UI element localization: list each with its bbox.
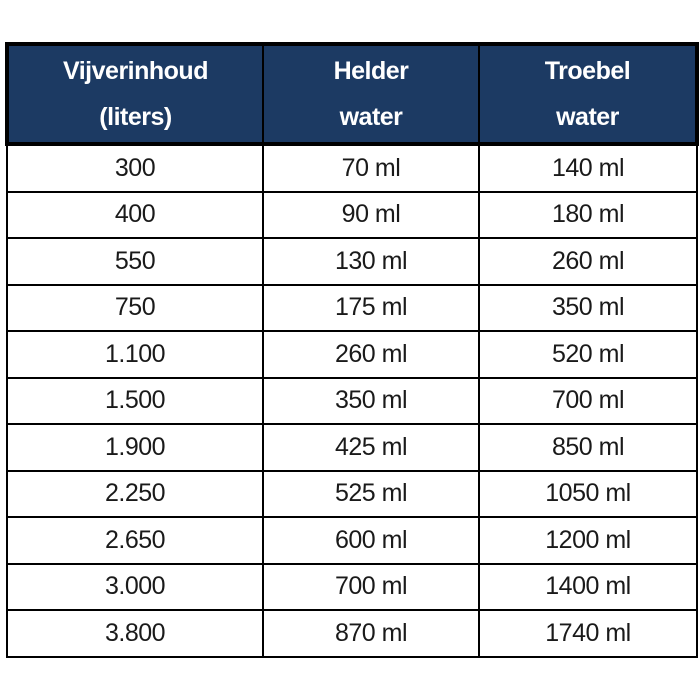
table-row xyxy=(7,285,697,332)
cell-clear-water: 70 ml xyxy=(263,144,479,192)
table-row xyxy=(7,517,697,564)
cell-murky-water: 850 ml xyxy=(479,424,697,471)
cell-murky-water: 700 ml xyxy=(479,378,697,425)
cell-clear-water: 350 ml xyxy=(263,378,479,425)
table-header xyxy=(7,44,697,144)
header-murky-water-line1: Troebel xyxy=(544,57,631,85)
table-row xyxy=(7,564,697,611)
cell-clear-water: 130 ml xyxy=(263,238,479,285)
cell-murky-water: 260 ml xyxy=(479,238,697,285)
cell-murky-water: 520 ml xyxy=(479,331,697,378)
cell-clear-water: 260 ml xyxy=(263,331,479,378)
cell-clear-water: 90 ml xyxy=(263,192,479,239)
table-body xyxy=(7,144,697,657)
cell-clear-water: 870 ml xyxy=(263,610,479,657)
header-clear-water xyxy=(263,44,479,144)
cell-murky-water: 180 ml xyxy=(479,192,697,239)
cell-pond-volume: 2.250 xyxy=(7,471,263,518)
cell-pond-volume: 2.650 xyxy=(7,517,263,564)
cell-clear-water: 600 ml xyxy=(263,517,479,564)
cell-pond-volume: 300 xyxy=(7,144,263,192)
header-pond-volume-line2: (liters) xyxy=(99,103,172,131)
table-row xyxy=(7,192,697,239)
header-clear-water-line1: Helder xyxy=(333,57,409,85)
header-murky-water-line2: water xyxy=(556,103,619,131)
cell-clear-water: 425 ml xyxy=(263,424,479,471)
cell-pond-volume: 400 xyxy=(7,192,263,239)
cell-murky-water: 1050 ml xyxy=(479,471,697,518)
cell-pond-volume: 550 xyxy=(7,238,263,285)
table-row xyxy=(7,238,697,285)
header-row xyxy=(7,44,697,144)
header-pond-volume-line1: Vijverinhoud xyxy=(63,57,208,85)
cell-pond-volume: 3.000 xyxy=(7,564,263,611)
header-murky-water xyxy=(479,44,697,144)
cell-murky-water: 1200 ml xyxy=(479,517,697,564)
cell-murky-water: 350 ml xyxy=(479,285,697,332)
cell-pond-volume: 750 xyxy=(7,285,263,332)
header-pond-volume xyxy=(7,44,263,144)
table-row xyxy=(7,331,697,378)
cell-clear-water: 700 ml xyxy=(263,564,479,611)
cell-clear-water: 525 ml xyxy=(263,471,479,518)
cell-murky-water: 1740 ml xyxy=(479,610,697,657)
dosage-table-container xyxy=(5,42,695,658)
dosage-table xyxy=(5,42,699,658)
cell-pond-volume: 1.900 xyxy=(7,424,263,471)
cell-pond-volume: 3.800 xyxy=(7,610,263,657)
cell-clear-water: 175 ml xyxy=(263,285,479,332)
cell-pond-volume: 1.100 xyxy=(7,331,263,378)
table-row xyxy=(7,471,697,518)
header-clear-water-line2: water xyxy=(339,103,403,131)
table-row xyxy=(7,378,697,425)
cell-pond-volume: 1.500 xyxy=(7,378,263,425)
cell-murky-water: 1400 ml xyxy=(479,564,697,611)
table-row xyxy=(7,610,697,657)
cell-murky-water: 140 ml xyxy=(479,144,697,192)
table-row xyxy=(7,144,697,192)
table-row xyxy=(7,424,697,471)
